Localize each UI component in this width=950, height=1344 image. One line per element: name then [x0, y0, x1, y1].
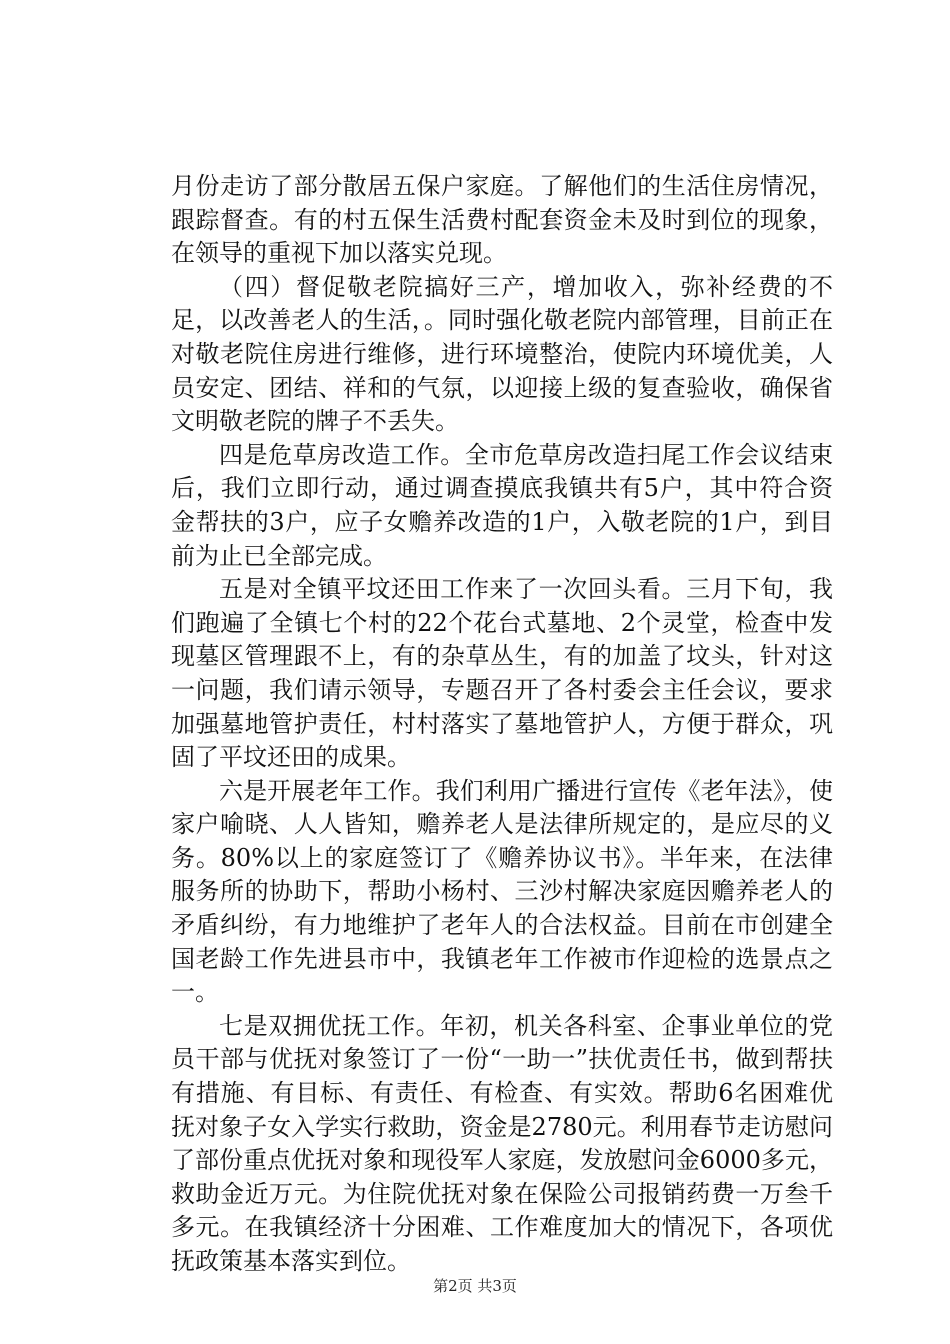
paragraph-item-four-elderly-home: （四）督促敬老院搞好三产，增加收入，弥补经费的不足，以改善老人的生活，。同时强化敬老院内部管理，目前正在对敬老院住房进行维修，进行环境整治，使院内环境优美，人员安定、团结、祥和的气氛，以迎接上级的复查验收，确保省文明敬老院的牌子不丢失。	[171, 272, 833, 436]
paragraph-grave-farmland: 五是对全镇平坟还田工作来了一次回头看。三月下旬，我们跑遍了全镇七个村的22个花台式墓地、2个灵堂，检查中发现墓区管理跟不上，有的杂草丛生，有的加盖了坟头，针对这一问题，我们请示领导，专题召开了各村委会主任会议，要求加强墓地管护责任，村村落实了墓地管护人，方便于群众，巩固了平坟还田的成果。	[171, 575, 833, 772]
page-number-footer: 第2页 共3页	[433, 1277, 517, 1295]
paragraph-elderly-work: 六是开展老年工作。我们利用广播进行宣传《老年法》，使家户喻晓、人人皆知，赡养老人是法律所规定的，是应尽的义务。80%以上的家庭签订了《赡养协议书》。半年来，在法律服务所的协助下，帮助小杨村、三沙村解决家庭因赡养老人的矛盾纠纷，有力地维护了老年人的合法权益。目前在市创建全国老龄工作先进县市中，我镇老年工作被市作迎检的选景点之一。	[171, 776, 833, 1007]
paragraph-housing-renovation: 四是危草房改造工作。全市危草房改造扫尾工作会议结束后，我们立即行动，通过调查摸底我镇共有5户，其中符合资金帮扶的3户，应子女赡养改造的1户，入敬老院的1户，到目前为止已全部完成。	[171, 440, 833, 570]
paragraph-military-support: 七是双拥优抚工作。年初，机关各科室、企事业单位的党员干部与优抚对象签订了一份“一助一”扶优责任书，做到帮扶有措施、有目标、有责任、有检查、有实效。帮助6名困难优抚对象子女入学实行救助，资金是2780元。利用春节走访慰问了部份重点优抚对象和现役军人家庭，发放慰问金6000多元，救助金近万元。为住院优抚对象在保险公司报销药费一万叁千多元。在我镇经济十分困难、工作难度加大的情况下，各项优抚政策基本落实到位。	[171, 1011, 833, 1275]
paragraph-continuation: 月份走访了部分散居五保户家庭。了解他们的生活住房情况，跟踪督查。有的村五保生活费村配套资金未及时到位的现象，在领导的重视下加以落实兑现。	[171, 172, 833, 268]
document-body	[171, 170, 833, 1279]
